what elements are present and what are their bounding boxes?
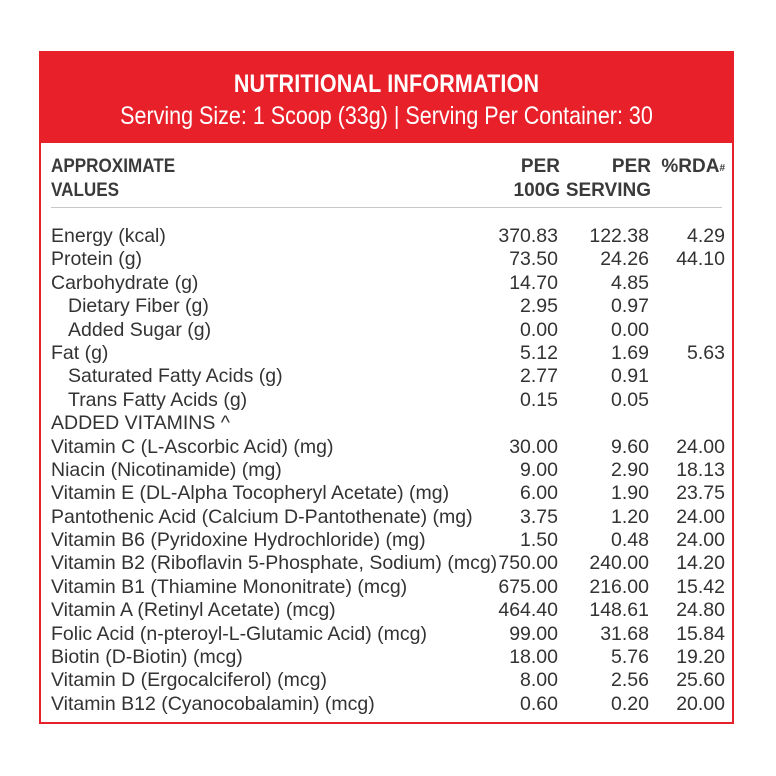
value-per-serving: 0.05: [611, 388, 649, 411]
table-row: [41, 342, 732, 365]
col-header-per100-line1: PER: [520, 156, 560, 177]
col-header-per100-line2: 100G: [513, 180, 560, 201]
col-header-perserving-line1: PER: [611, 156, 651, 177]
value-rda: 18.13: [676, 458, 725, 481]
table-row: [41, 669, 732, 692]
value-rda: 20.00: [676, 692, 725, 715]
table-row: [41, 389, 732, 412]
col-header-perserving-line2: SERVING: [565, 180, 651, 201]
table-row: [41, 482, 732, 505]
title-banner: [41, 53, 732, 143]
value-rda: 24.00: [676, 435, 725, 458]
panel-title: NUTRITIONAL INFORMATION: [233, 70, 540, 98]
value-rda: 24.00: [676, 505, 725, 528]
table-row: [41, 365, 732, 388]
value-per-serving: 31.68: [600, 622, 649, 645]
table-row: [41, 576, 732, 599]
nutrient-name: Dietary Fiber (g): [68, 295, 209, 318]
value-per-serving: 24.26: [600, 248, 649, 271]
nutrient-name: Biotin (D-Biotin) (mcg): [51, 646, 243, 669]
value-per-serving: 0.20: [611, 692, 649, 715]
value-per-100g: 18.00: [509, 646, 558, 669]
value-per-100g: 3.75: [520, 505, 558, 528]
table-row: [41, 552, 732, 575]
value-per-100g: 750.00: [498, 552, 558, 575]
value-per-100g: 675.00: [498, 575, 558, 598]
nutrient-name: Vitamin B12 (Cyanocobalamin) (mcg): [51, 692, 375, 715]
value-per-100g: 8.00: [520, 669, 558, 692]
value-per-100g: 0.00: [520, 318, 558, 341]
table-row: [41, 599, 732, 622]
value-per-serving: 1.20: [611, 505, 649, 528]
value-per-serving: 0.00: [611, 318, 649, 341]
nutrient-name: Vitamin B1 (Thiamine Mononitrate) (mcg): [51, 575, 408, 598]
col-header-name-line2: VALUES: [51, 180, 120, 201]
value-rda: 25.60: [676, 669, 725, 692]
nutrient-name: Niacin (Nicotinamide) (mg): [51, 458, 282, 481]
value-per-100g: 6.00: [520, 482, 558, 505]
value-per-100g: 5.12: [520, 341, 558, 364]
value-per-serving: 5.76: [611, 646, 649, 669]
header-divider: [51, 207, 722, 208]
table-row: [41, 412, 732, 435]
value-per-100g: 2.77: [520, 365, 558, 388]
rda-footnote-mark: #: [719, 163, 725, 174]
serving-info: Serving Size: 1 Scoop (33g) | Serving Per Container: 30: [120, 102, 653, 130]
table-row: [41, 646, 732, 669]
table-row: [41, 272, 732, 295]
nutrient-name: Vitamin C (L-Ascorbic Acid) (mg): [51, 435, 334, 458]
value-per-100g: 99.00: [509, 622, 558, 645]
nutrition-panel: [39, 51, 734, 724]
value-per-100g: 2.95: [520, 295, 558, 318]
nutrient-name: Saturated Fatty Acids (g): [68, 365, 283, 388]
table-row: [41, 248, 732, 271]
table-row: [41, 506, 732, 529]
value-per-serving: 216.00: [589, 575, 649, 598]
nutrient-name: Fat (g): [51, 341, 109, 364]
table-row: [41, 295, 732, 318]
table-row: [41, 693, 732, 716]
value-per-serving: 0.91: [611, 365, 649, 388]
table-row: [41, 225, 732, 248]
value-rda: 19.20: [676, 646, 725, 669]
nutrient-name: Carbohydrate (g): [51, 271, 199, 294]
col-header-perserving: [566, 155, 651, 203]
value-per-serving: 2.56: [611, 669, 649, 692]
nutrient-name: Added Sugar (g): [68, 318, 212, 341]
value-per-serving: 0.48: [611, 529, 649, 552]
nutrient-name: Vitamin B6 (Pyridoxine Hydrochloride) (mg): [51, 529, 426, 552]
value-per-serving: 2.90: [611, 458, 649, 481]
nutrient-name: Vitamin E (DL-Alpha Tocopheryl Acetate) (mg): [51, 482, 450, 505]
value-per-100g: 30.00: [509, 435, 558, 458]
nutrient-name: Energy (kcal): [51, 225, 166, 247]
value-rda: 24.80: [676, 599, 725, 622]
nutrient-name: Vitamin D (Ergocalciferol) (mcg): [51, 669, 327, 692]
table-row: [41, 459, 732, 482]
nutrient-name: Pantothenic Acid (Calcium D-Pantothenate) (mg): [51, 505, 473, 528]
nutrient-name: ADDED VITAMINS ^: [51, 412, 230, 435]
table-row: [41, 623, 732, 646]
value-rda: 15.84: [676, 622, 725, 645]
value-rda: 23.75: [676, 482, 725, 505]
value-per-100g: 370.83: [498, 225, 558, 247]
col-header-rda: [661, 155, 725, 179]
nutrient-name: Folic Acid (n-pteroyl-L-Glutamic Acid) (mcg): [51, 622, 428, 645]
value-per-serving: 240.00: [589, 552, 649, 575]
value-per-serving: 1.69: [611, 341, 649, 364]
value-rda: 15.42: [676, 575, 725, 598]
value-rda: 5.63: [687, 341, 725, 364]
col-header-per100: [514, 155, 560, 203]
value-per-serving: 1.90: [611, 482, 649, 505]
nutrient-name: Protein (g): [51, 248, 143, 271]
value-rda: 14.20: [676, 552, 725, 575]
table-row: [41, 436, 732, 459]
col-header-rda-label: %RDA: [661, 156, 720, 177]
value-per-serving: 4.85: [611, 271, 649, 294]
value-per-100g: 1.50: [520, 529, 558, 552]
value-per-100g: 0.15: [520, 388, 558, 411]
table-row: [41, 529, 732, 552]
value-per-100g: 464.40: [498, 599, 558, 622]
value-per-serving: 122.38: [589, 225, 649, 247]
value-per-100g: 14.70: [509, 271, 558, 294]
value-per-100g: 73.50: [509, 248, 558, 271]
value-rda: 24.00: [676, 529, 725, 552]
col-header-name-line1: APPROXIMATE: [51, 156, 176, 177]
value-per-100g: 0.60: [520, 692, 558, 715]
value-per-100g: 9.00: [520, 458, 558, 481]
nutrient-name: Vitamin B2 (Riboflavin 5-Phosphate, Sodium) (mcg): [51, 552, 498, 575]
table-row: [41, 319, 732, 342]
nutrient-table: [41, 225, 732, 716]
value-per-serving: 0.97: [611, 295, 649, 318]
nutrient-name: Vitamin A (Retinyl Acetate) (mcg): [51, 599, 336, 622]
col-header-name: [51, 155, 175, 203]
value-rda: 4.29: [687, 225, 725, 247]
value-per-serving: 148.61: [589, 599, 649, 622]
nutrient-name: Trans Fatty Acids (g): [68, 388, 248, 411]
value-per-serving: 9.60: [611, 435, 649, 458]
value-rda: 44.10: [676, 248, 725, 271]
